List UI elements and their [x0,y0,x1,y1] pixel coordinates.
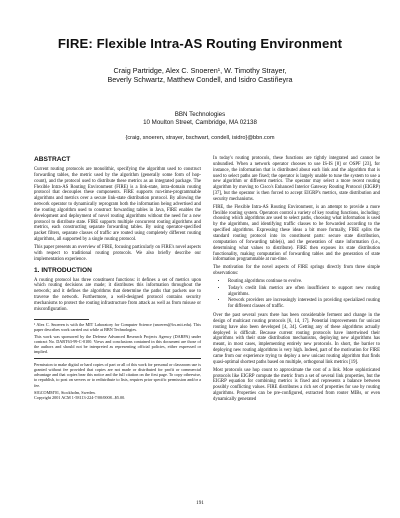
author-emails: {craig, snoeren, strayer, bschwart, condell, isidro}@bbn.com [125,135,275,141]
affiliation [0,111,400,127]
footnote-rule [34,319,89,320]
affiliation-address: 10 Moulton Street, Cambridge, MA 02138 [143,119,257,126]
abstract-paragraph: This paper presents an overview of FIRE, focusing particularly on FIRE's novel aspects with respect to traditional routing protocols. We also briefly describe our implementation experience. [34,244,201,262]
authors-line-1: Craig Partridge, Alex C. Snoeren¹, W. Timothy Strayer, [113,66,287,75]
copyright-note: Copyright 2001 ACM 1-58113-224-7/00/0008...$5.00. [34,394,126,400]
body-paragraph: The motivation for the novel aspects of FIRE springs directly from three simple observations: [213,265,380,277]
footnote-affiliation: ¹ Alex C. Snoeren is with the MIT Laboratory for Computer Science (snoeren@lcs.mit.edu). This paper describes work carried out while at BBN Technologies. [34,321,201,332]
observation-list [213,279,380,310]
authors-line-2: Beverly Schwartz, Matthew Condell, and Isidro Castiñeyra [107,75,293,84]
right-column [213,156,380,405]
abstract-heading: ABSTRACT [34,156,71,163]
abstract-paragraph: Current routing protocols are monolithic, specifying the algorithm used to construct forwarding tables, the metric used by the algorithm (generally some form of hop-count), and the protocol used to distribute these metrics as an integrated package. The Flexible Intra-AS Routing Environment (FIRE) is a link-state, intra-domain routing protocol that decouples these components. FIRE supports run-time-programmable algorithms and metrics over a secure link-state distribution protocol. By allowing the network operator to dynamically reprogram both the information being advertised and the routing algorithm used to construct forwarding tables in Java, FIRE enables the development and deployment of novel routing algorithms without the need for a new protocol to distribute state. FIRE supports multiple concurrent routing algorithms and metrics, each constructing separate forwarding tables. By using operator-specified packet filters, separate classes of traffic are routed using completely different routing algorithms, all supported by a single routing protocol. [34,167,201,243]
author-list [0,66,400,84]
paper-title: FIRE: Flexible Intra-AS Routing Environment [57,36,343,51]
left-column [34,156,201,402]
venue-note: SIGCOMM'01, Stockholm, Sweden. [34,389,96,395]
permission-rule [34,358,201,359]
body-paragraph: In today's routing protocols, these functions are tightly integrated and cannot be unbundled. When a network operator chooses to use IS-IS [8] or OSPF [23], for instance, the information that is distributed about each link and the algorithm that is used to select paths are fixed; the operator is largely unable to tune the system to use a new algorithm or different metrics. The operator may select a more recent routing algorithm by moving to Cisco's Enhanced Interior Gateway Routing Protocol (EIGRP) [37], but the operator is then forced to accept EIGRP's metrics, state distribution and security mechanisms. [213,156,380,202]
body-paragraph: FIRE, the Flexible Intra-AS Routing Environment, is an attempt to provide a more flexible routing system. Operators control a variety of key routing functions, including: choosing which algorithms are used to select paths, choosing what information is used by the algorithms, and identifying traffic classes to be forwarded according to the specified algorithms. Expressing these ideas a bit more formally, FIRE splits the standard routing protocol into its constituent parts: secure state distribution, computation of forwarding table(s), and the generation of state information (i.e., determining what values to distribute). FIRE then exposes its state distribution functionality, making computation of forwarding tables and the generation of state information programmable at run-time. [213,204,380,263]
permission-note: Permission to make digital or hard copies of part or all of this work for personal or classroom use is granted without fee provided that copies are not made or distributed for profit or commercial advantage and that copies bear this notice and the full citation on the first page. To copy otherwise, to republish, to post on servers or to redistribute to lists, requires prior specific permission and/or a fee. [34,362,201,388]
page-number: 191 [196,500,204,506]
introduction-heading: 1. INTRODUCTION [34,266,92,274]
body-paragraph: Over the past several years there has been considerable ferment and change in the design of multicast routing protocols [6, 14, 17]. Potential improvements for unicast routing have also been developed [4, 34]. Getting any of these algorithms actually deployed is difficult. Because current routing protocols have intertwined their algorithms with their state distribution mechanisms, deploying new algorithms has meant, in most cases, implementing entirely new protocols. In short, the barrier to deploying new routing algorithms is very high. Indeed, part of the motivation for FIRE came from our experience trying to deploy a new unicast routing algorithm that finds quasi-optimal shortest paths based on multiple, orthogonal link metrics [19]. [213,313,380,365]
list-item: • Routing algorithms continue to evolve. [227,279,380,285]
affiliation-org: BBN Technologies [174,111,226,118]
introduction-paragraph: A routing protocol has three constituent functions: it defines a set of metrics upon which routing decisions are made; it distributes this information throughout the network; and it defines the algorithms that determine the paths that packets use to traverse the network. Furthermore, a well-designed protocol contains security mechanisms to protect the routing infrastructure from attack as well as from misuse or misconfiguration. [34,277,201,312]
list-item: • Today's credit link metrics are often insufficient to support new routing algorithms. [227,286,380,298]
body-paragraph: Most protocols use hop count to approximate the cost of a link. More sophisticated protocols like EIGRP compute the metric from a set of several link properties, but the EIGRP equation for combining metrics is fixed and represents a balance between possibly conflicting values. FIRE distributes a rich set of properties for use by routing algorithms. Properties can be pre-configured, extracted from router MIBs, or even dynamically generated [213,367,380,402]
sponsor-note: This work was sponsored by the Defense Advanced Research Projects Agency (DARPA) under contract No. DABT63-99-C-0100. Views and conclusions contained in this document are those of the authors and should not be interpreted as representing official policies, either expressed or implied. [34,333,201,355]
list-item: • Network providers are increasingly interested in providing specialized routing for different classes of traffic. [227,298,380,310]
